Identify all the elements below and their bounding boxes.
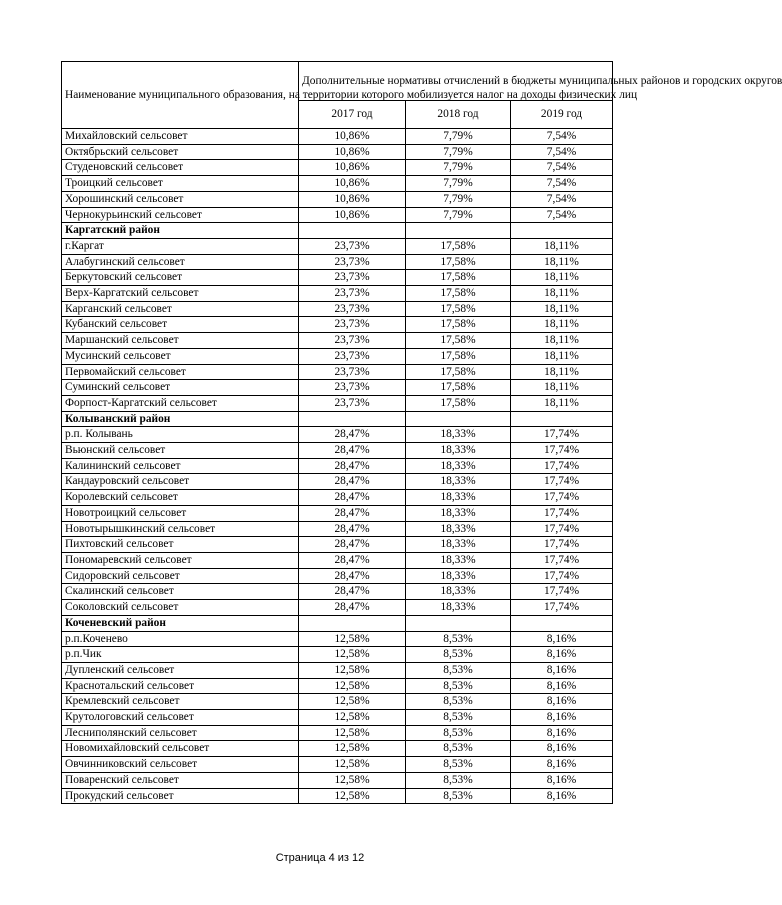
header-year-2019: 2019 год bbox=[511, 101, 613, 129]
norm-value-2018: 8,53% bbox=[406, 662, 511, 678]
table-row bbox=[62, 662, 613, 678]
norm-value-2019: 7,54% bbox=[511, 191, 613, 207]
norm-value-2018: 18,33% bbox=[406, 490, 511, 506]
empty-cell bbox=[299, 223, 406, 239]
table-row bbox=[62, 741, 613, 757]
municipality-name: Вьюнский сельсовет bbox=[62, 443, 299, 459]
table-row bbox=[62, 286, 613, 302]
norm-value-2018: 18,33% bbox=[406, 552, 511, 568]
norm-value-2018: 18,33% bbox=[406, 427, 511, 443]
norm-value-2017: 10,86% bbox=[299, 160, 406, 176]
municipality-name: г.Каргат bbox=[62, 238, 299, 254]
header-norms-group: Дополнительные нормативы отчислений в бюджеты муниципальных районов и городских округов bbox=[299, 62, 613, 101]
norm-value-2017: 23,73% bbox=[299, 348, 406, 364]
norm-value-2017: 10,86% bbox=[299, 176, 406, 192]
municipality-name: Карганский сельсовет bbox=[62, 301, 299, 317]
table-header-row bbox=[62, 62, 613, 101]
table-row bbox=[62, 757, 613, 773]
municipality-name: Хорошинский сельсовет bbox=[62, 191, 299, 207]
norm-value-2019: 18,11% bbox=[511, 270, 613, 286]
norm-value-2017: 23,73% bbox=[299, 395, 406, 411]
norm-value-2019: 7,54% bbox=[511, 160, 613, 176]
table-row bbox=[62, 317, 613, 333]
norm-value-2017: 12,58% bbox=[299, 725, 406, 741]
table-row bbox=[62, 537, 613, 553]
norm-value-2018: 8,53% bbox=[406, 631, 511, 647]
norm-value-2019: 7,54% bbox=[511, 176, 613, 192]
table-row bbox=[62, 333, 613, 349]
municipality-name: Сидоровский сельсовет bbox=[62, 568, 299, 584]
table-row bbox=[62, 772, 613, 788]
empty-cell bbox=[511, 223, 613, 239]
table-row bbox=[62, 600, 613, 616]
norm-value-2017: 28,47% bbox=[299, 568, 406, 584]
norm-value-2019: 17,74% bbox=[511, 474, 613, 490]
municipality-name: р.п.Чик bbox=[62, 647, 299, 663]
norm-value-2018: 17,58% bbox=[406, 348, 511, 364]
table-row bbox=[62, 505, 613, 521]
empty-cell bbox=[406, 615, 511, 631]
norm-value-2019: 7,54% bbox=[511, 129, 613, 145]
municipality-name: Форпост-Каргатский сельсовет bbox=[62, 395, 299, 411]
norm-value-2018: 17,58% bbox=[406, 380, 511, 396]
municipality-name: Октябрьский сельсовет bbox=[62, 144, 299, 160]
norm-value-2019: 17,74% bbox=[511, 584, 613, 600]
norm-value-2019: 17,74% bbox=[511, 552, 613, 568]
municipality-name: Калининский сельсовет bbox=[62, 458, 299, 474]
municipality-name: Чернокурьинский сельсовет bbox=[62, 207, 299, 223]
municipality-name: Первомайский сельсовет bbox=[62, 364, 299, 380]
norm-value-2018: 8,53% bbox=[406, 694, 511, 710]
norm-value-2018: 17,58% bbox=[406, 333, 511, 349]
municipality-name: Поваренский сельсовет bbox=[62, 772, 299, 788]
norm-value-2019: 17,74% bbox=[511, 505, 613, 521]
norm-value-2019: 8,16% bbox=[511, 772, 613, 788]
norm-value-2019: 17,74% bbox=[511, 458, 613, 474]
norm-value-2017: 23,73% bbox=[299, 286, 406, 302]
norm-value-2017: 23,73% bbox=[299, 380, 406, 396]
norm-value-2018: 18,33% bbox=[406, 584, 511, 600]
norm-value-2018: 17,58% bbox=[406, 270, 511, 286]
municipality-name: Лесниполянский сельсовет bbox=[62, 725, 299, 741]
municipality-name: Дупленский сельсовет bbox=[62, 662, 299, 678]
norm-value-2019: 8,16% bbox=[511, 788, 613, 804]
municipality-name: Краснотальский сельсовет bbox=[62, 678, 299, 694]
norm-value-2017: 10,86% bbox=[299, 207, 406, 223]
table-row bbox=[62, 631, 613, 647]
norm-value-2018: 8,53% bbox=[406, 741, 511, 757]
norm-value-2017: 23,73% bbox=[299, 364, 406, 380]
norm-value-2019: 8,16% bbox=[511, 631, 613, 647]
municipality-name: Кремлевский сельсовет bbox=[62, 694, 299, 710]
norm-value-2017: 23,73% bbox=[299, 238, 406, 254]
norm-value-2018: 18,33% bbox=[406, 521, 511, 537]
norm-value-2019: 18,11% bbox=[511, 238, 613, 254]
table-row bbox=[62, 725, 613, 741]
table-row bbox=[62, 521, 613, 537]
norm-value-2019: 8,16% bbox=[511, 662, 613, 678]
norm-value-2019: 8,16% bbox=[511, 757, 613, 773]
norm-value-2017: 23,73% bbox=[299, 301, 406, 317]
norm-value-2018: 18,33% bbox=[406, 458, 511, 474]
norm-value-2019: 18,11% bbox=[511, 395, 613, 411]
norm-value-2018: 17,58% bbox=[406, 395, 511, 411]
header-year-2017: 2017 год bbox=[299, 101, 406, 129]
table-row bbox=[62, 301, 613, 317]
norm-value-2018: 8,53% bbox=[406, 678, 511, 694]
table-row bbox=[62, 788, 613, 804]
norm-value-2019: 17,74% bbox=[511, 600, 613, 616]
norm-value-2019: 18,11% bbox=[511, 317, 613, 333]
norm-value-2017: 23,73% bbox=[299, 254, 406, 270]
norm-value-2017: 12,58% bbox=[299, 757, 406, 773]
district-header-row bbox=[62, 223, 613, 239]
municipality-name: Мусинский сельсовет bbox=[62, 348, 299, 364]
table-row bbox=[62, 458, 613, 474]
norm-value-2018: 8,53% bbox=[406, 788, 511, 804]
norm-value-2019: 18,11% bbox=[511, 348, 613, 364]
norm-value-2019: 8,16% bbox=[511, 741, 613, 757]
norm-value-2018: 18,33% bbox=[406, 505, 511, 521]
table-row bbox=[62, 160, 613, 176]
norm-value-2017: 28,47% bbox=[299, 521, 406, 537]
empty-cell bbox=[511, 615, 613, 631]
norm-value-2017: 10,86% bbox=[299, 144, 406, 160]
norm-value-2019: 17,74% bbox=[511, 443, 613, 459]
norm-value-2018: 18,33% bbox=[406, 474, 511, 490]
norm-value-2018: 7,79% bbox=[406, 207, 511, 223]
municipality-name: Алабугинский сельсовет bbox=[62, 254, 299, 270]
municipality-name: Михайловский сельсовет bbox=[62, 129, 299, 145]
table-row bbox=[62, 584, 613, 600]
table-row bbox=[62, 427, 613, 443]
norm-value-2018: 18,33% bbox=[406, 600, 511, 616]
norm-value-2018: 17,58% bbox=[406, 238, 511, 254]
norm-value-2018: 17,58% bbox=[406, 301, 511, 317]
norm-value-2018: 8,53% bbox=[406, 710, 511, 726]
norm-value-2019: 18,11% bbox=[511, 286, 613, 302]
norm-value-2019: 18,11% bbox=[511, 254, 613, 270]
municipality-name: Маршанский сельсовет bbox=[62, 333, 299, 349]
norm-value-2019: 18,11% bbox=[511, 301, 613, 317]
table-row bbox=[62, 254, 613, 270]
tax-norms-table bbox=[61, 61, 782, 804]
norm-value-2017: 28,47% bbox=[299, 443, 406, 459]
norm-value-2017: 28,47% bbox=[299, 552, 406, 568]
norm-value-2018: 17,58% bbox=[406, 286, 511, 302]
norm-value-2017: 28,47% bbox=[299, 537, 406, 553]
municipality-name: Беркутовский сельсовет bbox=[62, 270, 299, 286]
municipality-name: р.п.Коченево bbox=[62, 631, 299, 647]
municipality-name: р.п. Колывань bbox=[62, 427, 299, 443]
table-row bbox=[62, 395, 613, 411]
district-name: Коченевский район bbox=[62, 615, 299, 631]
norm-value-2017: 23,73% bbox=[299, 270, 406, 286]
norm-value-2019: 17,74% bbox=[511, 521, 613, 537]
norm-value-2019: 8,16% bbox=[511, 647, 613, 663]
table-row bbox=[62, 552, 613, 568]
municipality-name: Троицкий сельсовет bbox=[62, 176, 299, 192]
district-header-row bbox=[62, 615, 613, 631]
norm-value-2019: 7,54% bbox=[511, 207, 613, 223]
district-header-row bbox=[62, 411, 613, 427]
norm-value-2017: 28,47% bbox=[299, 474, 406, 490]
empty-cell bbox=[511, 411, 613, 427]
norm-value-2018: 18,33% bbox=[406, 568, 511, 584]
municipality-name: Прокудский сельсовет bbox=[62, 788, 299, 804]
norm-value-2017: 10,86% bbox=[299, 129, 406, 145]
norm-value-2019: 8,16% bbox=[511, 725, 613, 741]
empty-cell bbox=[406, 411, 511, 427]
norm-value-2019: 8,16% bbox=[511, 678, 613, 694]
table-row bbox=[62, 380, 613, 396]
table-row bbox=[62, 176, 613, 192]
norm-value-2017: 23,73% bbox=[299, 317, 406, 333]
norm-value-2017: 12,58% bbox=[299, 772, 406, 788]
header-municipality: Наименование муниципального образования, на территории которого мобилизуется налог на доходы физических лиц bbox=[62, 62, 299, 129]
norm-value-2018: 7,79% bbox=[406, 144, 511, 160]
municipality-name: Овчинниковский сельсовет bbox=[62, 757, 299, 773]
municipality-name: Крутологовский сельсовет bbox=[62, 710, 299, 726]
norm-value-2017: 28,47% bbox=[299, 505, 406, 521]
municipality-name: Кандауровский сельсовет bbox=[62, 474, 299, 490]
norm-value-2017: 12,58% bbox=[299, 741, 406, 757]
municipality-name: Королевский сельсовет bbox=[62, 490, 299, 506]
norm-value-2019: 7,54% bbox=[511, 144, 613, 160]
municipality-name: Новомихайловский сельсовет bbox=[62, 741, 299, 757]
table-row bbox=[62, 474, 613, 490]
table-row bbox=[62, 364, 613, 380]
municipality-name: Соколовский сельсовет bbox=[62, 600, 299, 616]
norm-value-2017: 12,58% bbox=[299, 710, 406, 726]
table-row bbox=[62, 191, 613, 207]
norm-value-2017: 28,47% bbox=[299, 600, 406, 616]
norm-value-2018: 17,58% bbox=[406, 254, 511, 270]
norm-value-2017: 28,47% bbox=[299, 490, 406, 506]
empty-cell bbox=[299, 615, 406, 631]
norm-value-2019: 17,74% bbox=[511, 490, 613, 506]
municipality-name: Новотырышкинский сельсовет bbox=[62, 521, 299, 537]
table-body bbox=[62, 129, 613, 804]
norm-value-2018: 8,53% bbox=[406, 647, 511, 663]
empty-cell bbox=[406, 223, 511, 239]
district-name: Каргатский район bbox=[62, 223, 299, 239]
norm-value-2017: 28,47% bbox=[299, 584, 406, 600]
norm-value-2017: 12,58% bbox=[299, 788, 406, 804]
norm-value-2018: 8,53% bbox=[406, 757, 511, 773]
municipality-name: Скалинский сельсовет bbox=[62, 584, 299, 600]
norm-value-2017: 28,47% bbox=[299, 427, 406, 443]
norm-value-2018: 18,33% bbox=[406, 443, 511, 459]
norm-value-2019: 18,11% bbox=[511, 333, 613, 349]
municipality-name: Верх-Каргатский сельсовет bbox=[62, 286, 299, 302]
norm-value-2018: 7,79% bbox=[406, 129, 511, 145]
norm-value-2019: 8,16% bbox=[511, 694, 613, 710]
table-row bbox=[62, 207, 613, 223]
municipality-name: Студеновский сельсовет bbox=[62, 160, 299, 176]
norm-value-2018: 8,53% bbox=[406, 725, 511, 741]
page-number: Страница 4 из 12 bbox=[275, 852, 365, 864]
norm-value-2018: 7,79% bbox=[406, 160, 511, 176]
table-row bbox=[62, 238, 613, 254]
municipality-name: Новотроицкий сельсовет bbox=[62, 505, 299, 521]
norm-value-2019: 17,74% bbox=[511, 427, 613, 443]
norm-value-2017: 12,58% bbox=[299, 647, 406, 663]
table-row bbox=[62, 678, 613, 694]
municipality-name: Пономаревский сельсовет bbox=[62, 552, 299, 568]
norm-value-2017: 12,58% bbox=[299, 662, 406, 678]
table-row bbox=[62, 144, 613, 160]
norm-value-2017: 12,58% bbox=[299, 631, 406, 647]
table-row bbox=[62, 694, 613, 710]
table-row bbox=[62, 129, 613, 145]
norm-value-2017: 23,73% bbox=[299, 333, 406, 349]
norm-value-2018: 8,53% bbox=[406, 772, 511, 788]
norm-value-2018: 17,58% bbox=[406, 364, 511, 380]
table-row bbox=[62, 710, 613, 726]
norm-value-2017: 12,58% bbox=[299, 694, 406, 710]
municipality-name: Суминский сельсовет bbox=[62, 380, 299, 396]
table-row bbox=[62, 647, 613, 663]
norm-value-2019: 17,74% bbox=[511, 537, 613, 553]
norm-value-2018: 7,79% bbox=[406, 176, 511, 192]
table-row bbox=[62, 270, 613, 286]
district-name: Колыванский район bbox=[62, 411, 299, 427]
norm-value-2019: 17,74% bbox=[511, 568, 613, 584]
norm-value-2018: 18,33% bbox=[406, 537, 511, 553]
table-row bbox=[62, 568, 613, 584]
norm-value-2017: 10,86% bbox=[299, 191, 406, 207]
table-row bbox=[62, 348, 613, 364]
norm-value-2017: 12,58% bbox=[299, 678, 406, 694]
norm-value-2019: 18,11% bbox=[511, 380, 613, 396]
table-row bbox=[62, 443, 613, 459]
header-year-2018: 2018 год bbox=[406, 101, 511, 129]
table-row bbox=[62, 490, 613, 506]
norm-value-2019: 18,11% bbox=[511, 364, 613, 380]
norm-value-2019: 8,16% bbox=[511, 710, 613, 726]
municipality-name: Кубанский сельсовет bbox=[62, 317, 299, 333]
norm-value-2017: 28,47% bbox=[299, 458, 406, 474]
norm-value-2018: 7,79% bbox=[406, 191, 511, 207]
municipality-name: Пихтовский сельсовет bbox=[62, 537, 299, 553]
norm-value-2018: 17,58% bbox=[406, 317, 511, 333]
empty-cell bbox=[299, 411, 406, 427]
